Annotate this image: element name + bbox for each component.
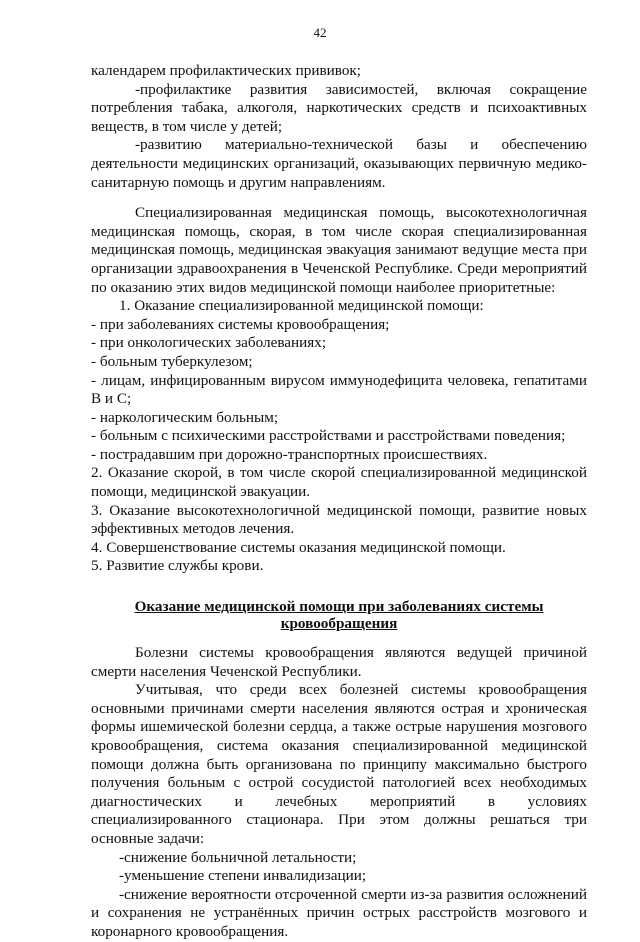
list-item: 3. Оказание высокотехнологичной медицинской помощи, развитие новых эффективных методов лечения. — [91, 501, 587, 538]
list-item: - больным туберкулезом; — [91, 352, 253, 370]
section-heading: Оказание медицинской помощи при заболеваниях системы кровообращения — [134, 598, 544, 633]
list-item: 5. Развитие службы крови. — [91, 557, 264, 575]
list-item: 4. Совершенствование системы оказания медицинской помощи. — [91, 538, 506, 556]
list-item: - при онкологических заболеваниях; — [91, 334, 327, 352]
list-item: 1. Оказание специализированной медицинской помощи: — [119, 297, 484, 315]
paragraph-organization-principle: Учитывая, что среди всех болезней системы кровообращения основными причинами смерти населения являются острая и хроническая формы ишемической болезни сердца, а также острые нарушения мозгового кровообращения, система оказания специализированной медицинской помощи должна быть организована по принципу максимально быстрого получения больным с острой сосудистой патологией всех необходимых диагностических и лечебных мероприятий в условиях специализированного стационара. При этом должны решаться три основные задачи: — [91, 681, 587, 847]
spacer — [91, 576, 587, 598]
paragraph-circulatory-diseases: Болезни системы кровообращения являются ведущей причиной смерти населения Чеченской Республики. — [91, 644, 587, 680]
paragraph-specialized-intro: Специализированная медицинская помощь, высокотехнологичная медицинская помощь, скорая, в том числе скорая специализированная медицинская помощь, медицинская эвакуация занимают ведущие места при организации здравоохранения в Чеченской Республике. Среди мероприятий по оказанию этих видов медицинской помощи наиболее приоритетные: — [91, 204, 587, 296]
page-content — [91, 62, 587, 942]
list-item: - пострадавшим при дорожно-транспортных происшествиях. — [91, 445, 488, 463]
paragraph-material-base: -развитию материально-технической базы и обеспечению деятельности медицинских организаций, оказывающих первичную медико-санитарную помощь и другим направлениям. — [91, 136, 587, 191]
list-item: - наркологическим больным; — [91, 408, 279, 426]
spacer — [91, 192, 587, 204]
task-item: -снижение вероятности отсроченной смерти из-за развития осложнений и сохранения не устранённых причин острых расстройств мозгового и коронарного кровообращения. — [91, 885, 587, 940]
spacer — [91, 632, 587, 644]
list-item: - больным с психическими расстройствами и расстройствами поведения; — [91, 427, 566, 445]
paragraph-vaccination-calendar: календарем профилактических прививок; — [91, 62, 362, 79]
task-item: -снижение больничной летальности; — [119, 848, 357, 866]
paragraph-addiction-prevention: -профилактике развития зависимостей, включая сокращение потребления табака, алкоголя, наркотических средств и психоактивных веществ, в том числе у детей; — [91, 80, 587, 135]
list-item: - при заболеваниях системы кровообращения; — [91, 315, 390, 333]
page-number: 42 — [313, 25, 327, 40]
task-item: -уменьшение степени инвалидизации; — [119, 867, 367, 885]
priority-list — [91, 297, 587, 576]
list-item: - лицам, инфицированным вирусом иммунодефицита человека, гепатитами В и С; — [91, 371, 587, 408]
list-item: 2. Оказание скорой, в том числе скорой специализированной медицинской помощи, медицинской эвакуации. — [91, 464, 587, 501]
